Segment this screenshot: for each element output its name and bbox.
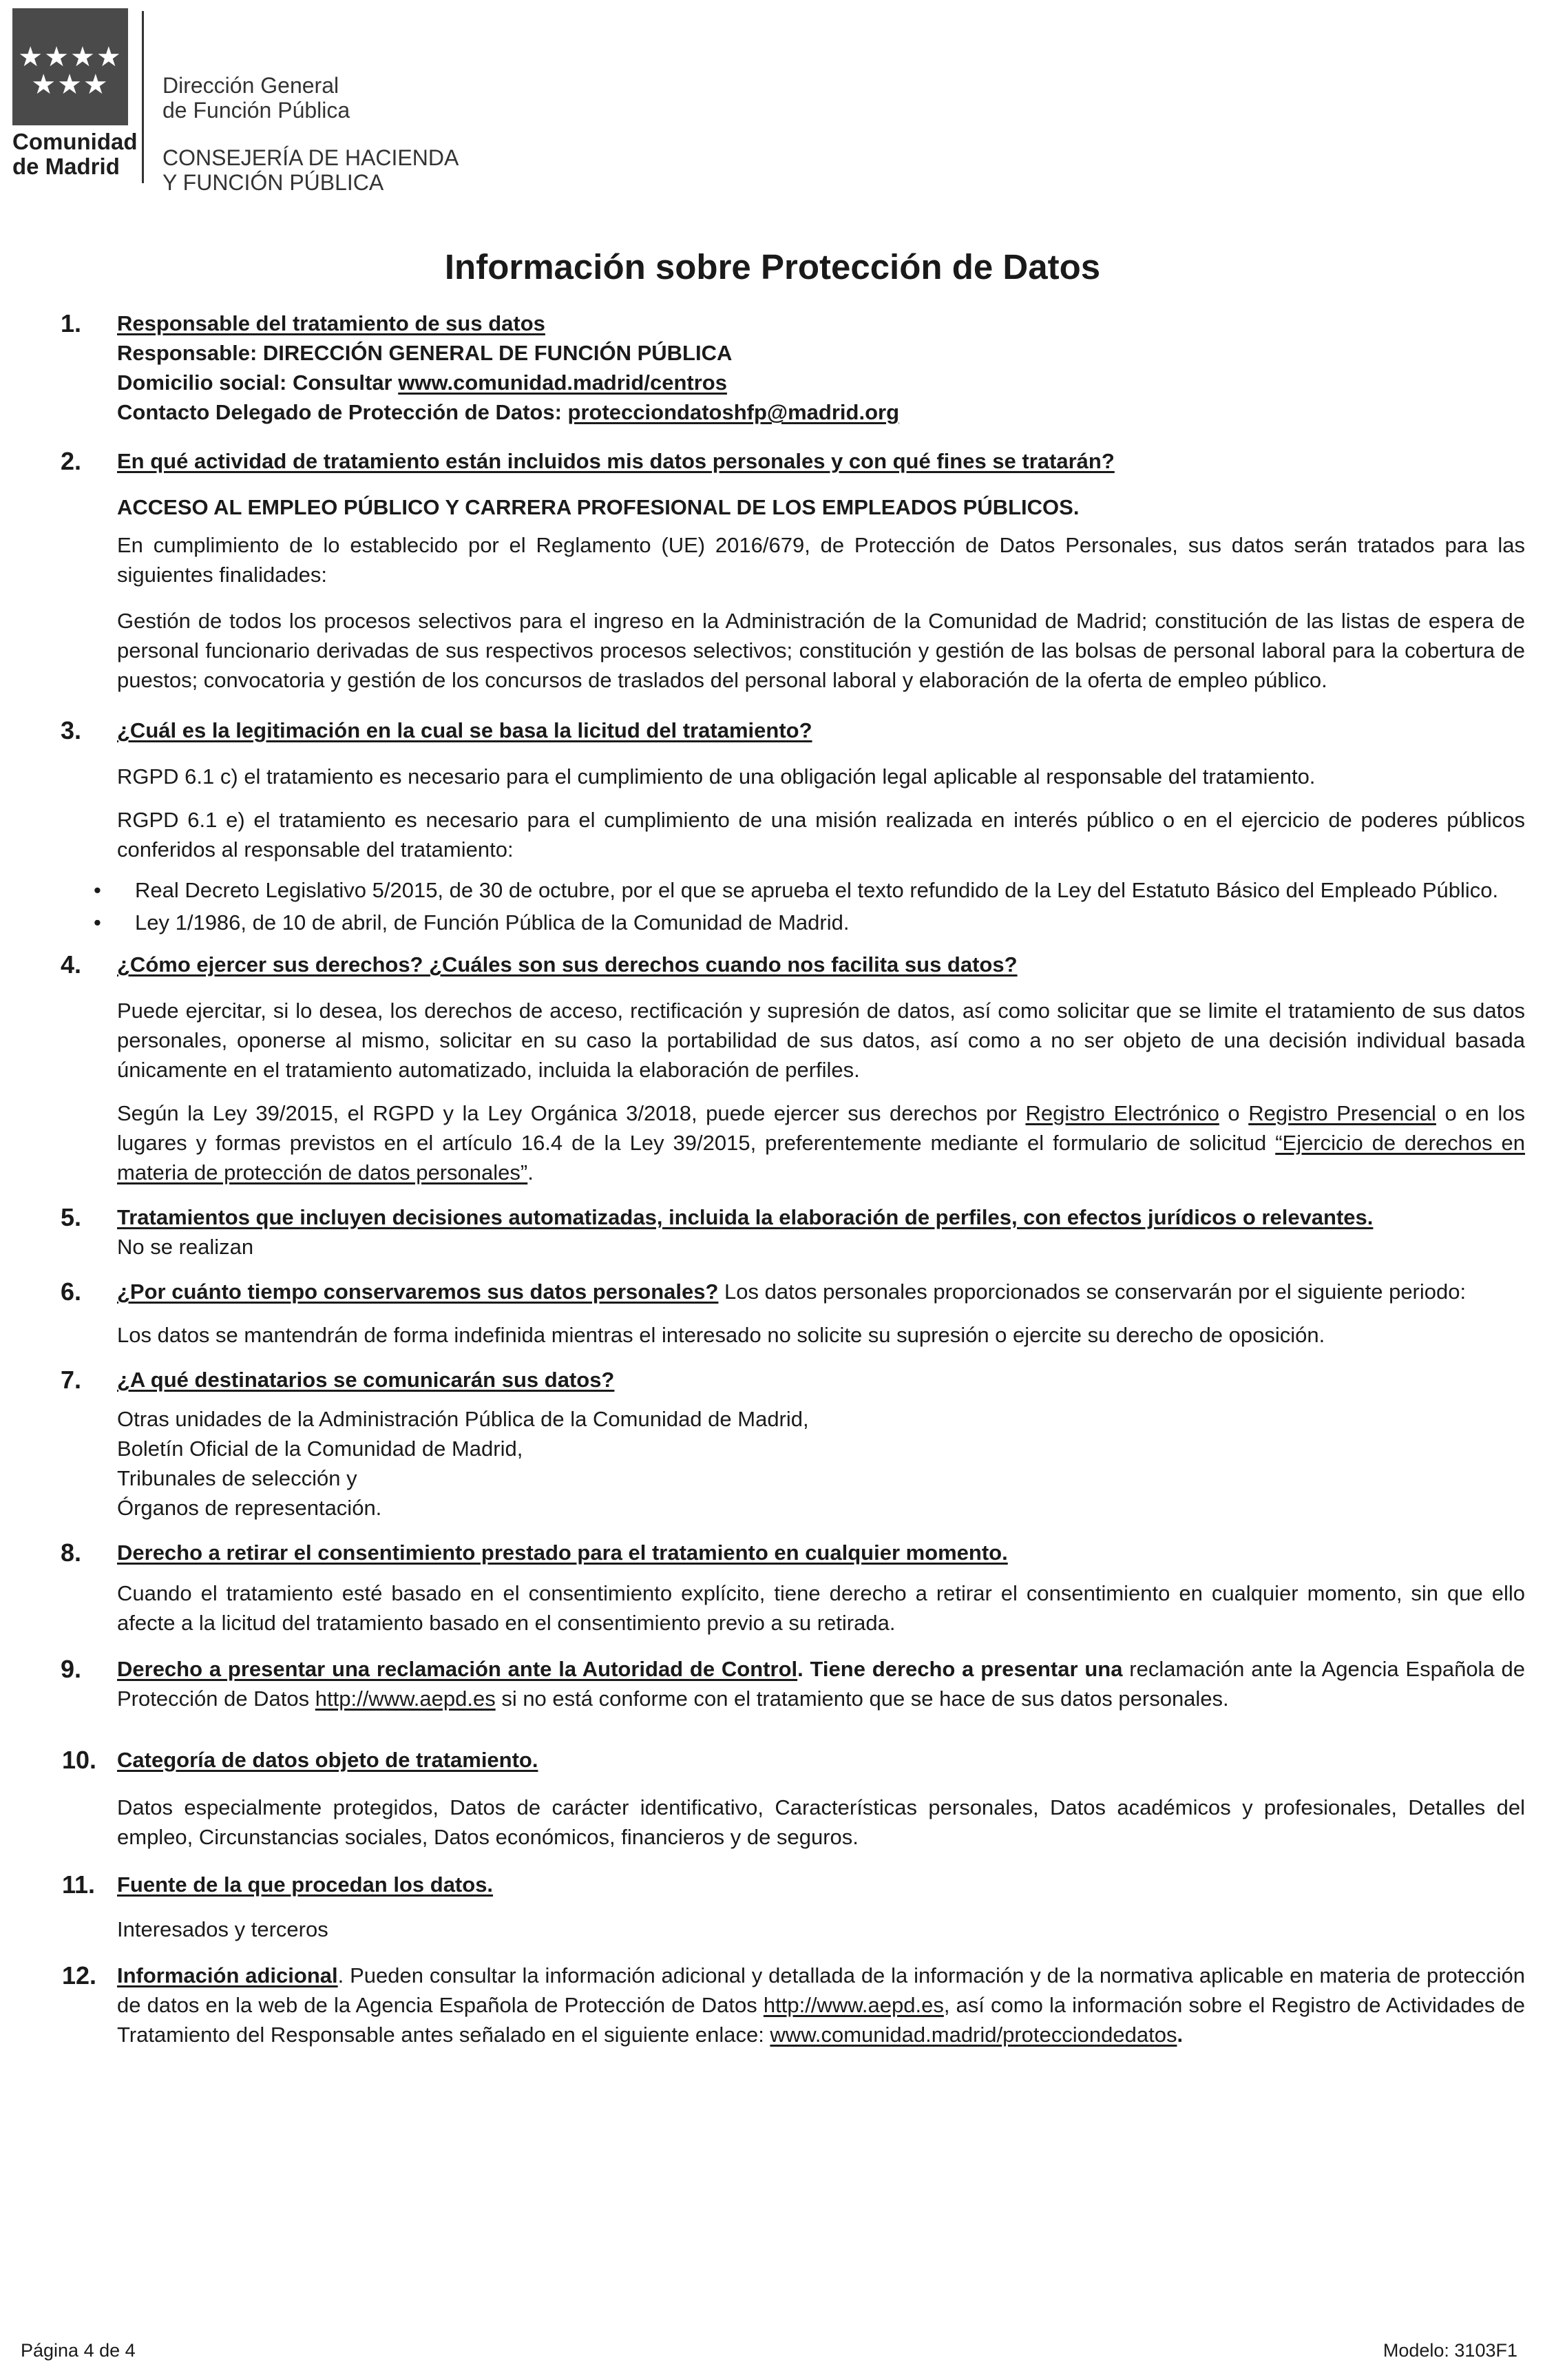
section-heading: ¿Cómo ejercer sus derechos? ¿Cuáles son sus derechos cuando nos facilita sus datos? (117, 952, 1018, 977)
text-span: Según la Ley 39/2015, el RGPD y la Ley Orgánica 3/2018, puede ejercer sus derechos por (117, 1101, 1026, 1125)
section-heading: Derecho a presentar una reclamación ante la Autoridad de Control (117, 1657, 798, 1681)
logo-text (12, 129, 138, 179)
text-span: . (527, 1160, 534, 1184)
org-line-4: Y FUNCIÓN PÚBLICA (162, 170, 384, 195)
dpo-email-link[interactable]: protecciondatoshfp@madrid.org (567, 400, 900, 424)
organization-name (162, 73, 459, 195)
stars-icon: ★★★★ ★★★ (18, 41, 123, 101)
paragraph: RGPD 6.1 c) el tratamiento es necesario para el cumplimiento de una obligación legal aplicable al responsable del tratamiento. (117, 764, 1316, 789)
section-6 (41, 1277, 1525, 1350)
recipients-list (117, 1404, 1525, 1523)
rights-paragraph (117, 1098, 1525, 1187)
section-heading: ¿Por cuánto tiempo conservaremos sus datos personales? (117, 1280, 719, 1304)
section-5 (41, 1202, 1525, 1262)
contacto-label: Contacto Delegado de Protección de Datos: (117, 400, 568, 424)
text-span: o en los lugares y formas previstos en el artículo 16.4 de la Ley 39/2015, preferentemente mediante el formulario de solicitud (117, 1101, 1525, 1155)
text-span: . Tiene derecho a presentar una (797, 1657, 1123, 1681)
section-number: 7. (61, 1366, 82, 1394)
content (41, 309, 1525, 2049)
paragraph: No se realizan (117, 1235, 254, 1259)
centros-link[interactable]: www.comunidad.madrid/centros (398, 370, 727, 395)
section-heading: ¿Cuál es la legitimación en la cual se basa la licitud del tratamiento? (117, 718, 812, 742)
document-title: Información sobre Protección de Datos (444, 247, 1101, 286)
section-number: 11. (62, 1870, 96, 1899)
registro-presencial-link[interactable]: Registro Presencial (1248, 1101, 1436, 1125)
section-9-paragraph (117, 1654, 1525, 1713)
section-number: 2. (61, 447, 82, 475)
section-12 (41, 1961, 1525, 2049)
section-number: 6. (61, 1277, 82, 1306)
list-item: Tribunales de selección y (117, 1466, 357, 1490)
paragraph: Cuando el tratamiento esté basado en el consentimiento explícito, tiene derecho a retirar el consentimiento en cualquier momento, sin que ello afecte a la licitud del tratamiento basado en el consentimiento previo a su retirada. (117, 1581, 1525, 1635)
paragraph: Gestión de todos los procesos selectivos para el ingreso en la Administración de la Comunidad de Madrid; constitución de las listas de espera de personal funcionario derivadas de sus respectivos procesos selectivos; constitución y gestión de las bolsas de personal laboral para la cobertura de puestos; convocatoria y gestión de los concursos de traslados del personal laboral y elaboración de la oferta de empleo público. (117, 609, 1525, 692)
aepd-link[interactable]: http://www.aepd.es (763, 1993, 944, 2017)
section-number: 1. (61, 309, 82, 337)
list-item: Otras unidades de la Administración Pública de la Comunidad de Madrid, (117, 1407, 809, 1431)
list-item: • Real Decreto Legislativo 5/2015, de 30 de octubre, por el que se aprueba el texto refundido de la Ley del Estatuto Básico del Empleado Público. (41, 875, 1525, 905)
section-heading: En qué actividad de tratamiento están incluidos mis datos personales y con qué fines se tratarán? (117, 449, 1115, 473)
text-span: . Pueden consultar la información adicional y detallada de la información y de la normativa aplicable en materia de protección de datos en la web de la Agencia Española de Protección de Datos (117, 1963, 1526, 2017)
list-item: • Ley 1/1986, de 10 de abril, de Función Pública de la Comunidad de Madrid. (41, 908, 1525, 937)
aepd-link[interactable]: http://www.aepd.es (315, 1687, 496, 1711)
text-span: , así como la información sobre el Registro de Actividades de Tratamiento del Responsable antes señalado en el siguiente enlace: (117, 1993, 1525, 2047)
section-number: 4. (61, 950, 82, 979)
paragraph: En cumplimiento de lo establecido por el Reglamento (UE) 2016/679, de Protección de Datos Personales, sus datos serán tratados para las siguientes finalidades: (117, 533, 1525, 587)
activity-name: ACCESO AL EMPLEO PÚBLICO Y CARRERA PROFESIONAL DE LOS EMPLEADOS PÚBLICOS. (117, 495, 1080, 519)
list-item: Órganos de representación. (117, 1496, 382, 1520)
responsable-line: Responsable: DIRECCIÓN GENERAL DE FUNCIÓN PÚBLICA (117, 341, 733, 365)
logo-line-2: de Madrid (12, 154, 120, 179)
paragraph: Puede ejercitar, si lo desea, los derechos de acceso, rectificación y supresión de datos, así como solicitar que se limite el tratamiento de sus datos personales, oponerse al mismo, solicitar en su caso la portabilidad de sus datos, así como a no ser objeto de una decisión individual basada únicamente en el tratamiento automatizado, incluida la elaboración de perfiles. (117, 999, 1525, 1082)
section-8 (41, 1538, 1525, 1638)
legal-basis-list (41, 875, 1525, 937)
section-7 (41, 1365, 1525, 1523)
paragraph: RGPD 6.1 e) el tratamiento es necesario para el cumplimiento de una misión realizada en interés público o en el ejercicio de poderes públicos conferidos al responsable del tratamiento: (117, 808, 1525, 862)
header-divider (142, 11, 144, 183)
section-heading: Información adicional (117, 1963, 338, 1987)
section-11 (41, 1870, 1525, 1944)
domicilio-line (117, 368, 1525, 397)
org-line-2: de Función Pública (162, 98, 350, 123)
page-number: Página 4 de 4 (21, 2340, 136, 2361)
section-10 (41, 1745, 1525, 1852)
section-heading: Fuente de la que procedan los datos. (117, 1872, 494, 1897)
section-9 (41, 1654, 1525, 1713)
section-number: 10. (62, 1746, 97, 1774)
section-3 (41, 716, 1525, 937)
protecciondedatos-link[interactable]: www.comunidad.madrid/protecciondedatos (770, 2023, 1177, 2047)
text-span: reclamación ante la Agencia Española de Protección de Datos (117, 1657, 1525, 1711)
text-span: o (1219, 1101, 1249, 1125)
text-span: si no está conforme con el tratamiento que se hace de sus datos personales. (495, 1687, 1229, 1711)
comunidad-madrid-logo (12, 8, 138, 179)
org-line-1: Dirección General (162, 73, 339, 98)
section-heading: Derecho a retirar el consentimiento prestado para el tratamiento en cualquier momento. (117, 1541, 1008, 1565)
section-4 (41, 950, 1525, 1187)
text-span: Los datos personales proporcionados se conservarán por el siguiente periodo: (718, 1280, 1467, 1304)
section-12-paragraph (117, 1961, 1525, 2049)
logo-line-1: Comunidad (12, 129, 138, 154)
paragraph: Los datos se mantendrán de forma indefinida mientras el interesado no solicite su supresión o ejercite su derecho de oposición. (117, 1323, 1325, 1347)
list-item: Boletín Oficial de la Comunidad de Madrid, (117, 1437, 523, 1461)
section-number: 5. (61, 1203, 82, 1231)
formulario-link[interactable]: “Ejercicio de derechos en materia de protección de datos personales” (117, 1131, 1526, 1184)
section-number: 3. (61, 716, 82, 744)
section-heading: Responsable del tratamiento de sus datos (117, 311, 545, 335)
section-heading-line (117, 1277, 1525, 1306)
logo-emblem (12, 8, 128, 125)
section-number: 12. (62, 1961, 97, 1990)
paragraph: Datos especialmente protegidos, Datos de carácter identificativo, Características personales, Datos académicos y profesionales, Detalles del empleo, Circunstancias sociales, Datos económicos, financieros y de seguros. (117, 1795, 1525, 1849)
section-heading: ¿A qué destinatarios se comunicarán sus datos? (117, 1368, 615, 1392)
org-line-3: CONSEJERÍA DE HACIENDA (162, 145, 459, 170)
registro-electronico-link[interactable]: Registro Electrónico (1025, 1101, 1219, 1125)
section-number: 8. (61, 1538, 82, 1567)
section-1 (41, 309, 1525, 427)
contacto-line (117, 397, 1525, 427)
section-heading: Tratamientos que incluyen decisiones automatizadas, incluida la elaboración de perfiles, con efectos jurídicos o relevantes. (117, 1205, 1374, 1229)
section-number: 9. (61, 1655, 82, 1683)
model-code: Modelo: 3103F1 (1383, 2340, 1517, 2361)
section-heading: Categoría de datos objeto de tratamiento. (117, 1748, 538, 1772)
paragraph: Interesados y terceros (117, 1917, 328, 1941)
domicilio-label: Domicilio social: Consultar (117, 370, 399, 395)
text-span: . (1177, 2023, 1184, 2047)
section-2 (41, 446, 1525, 695)
